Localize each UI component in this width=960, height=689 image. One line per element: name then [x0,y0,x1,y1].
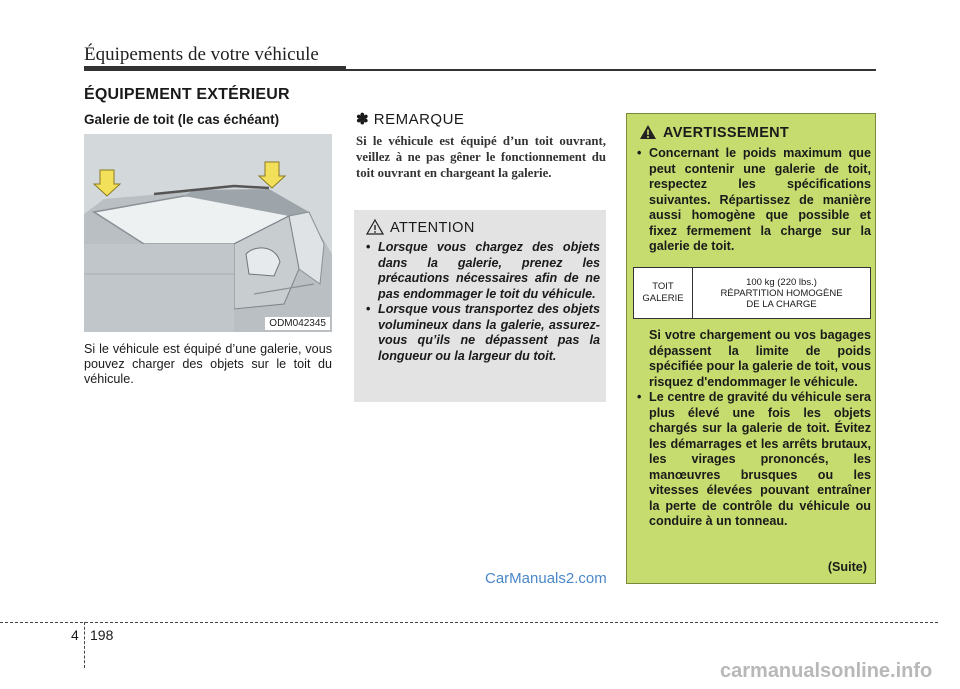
carmanuals-watermark[interactable]: CarManuals2.com [485,570,607,587]
table-value-line: 100 kg (220 lbs.) [746,276,817,288]
roof-rack-description: Si le véhicule est équipé d’une galerie, vous pouvez charger des objets sur le toit du véhicule. [84,342,332,386]
remarque-text: Si le véhicule est équipé d’un toit ouvrant, veillez à ne pas gêner le fonctionnement du toit ouvrant en chargeant la galerie. [356,134,606,180]
header-rule [84,66,346,71]
table-label-cell [634,268,693,318]
car-illustration-svg [84,134,332,332]
table-value-cell [693,268,870,318]
roof-rack-illustration [84,134,332,332]
warning-item: • Le centre de gravité du véhicule sera plus élevé une fois les objets chargés sur la galerie de toit. Évitez les démarrages et les arrêts brutaux, les virages prononcés, les manœuvres brusques ou les vitesses élevées pouvant entraîner la perte de contrôle du véhicule ou conduire à un tonneau. [635,390,871,530]
header-rule-thin [346,69,876,71]
attention-list [364,240,600,364]
table-value-line: RÉPARTITION HOMOGÈNE [720,287,843,299]
continued-label: (Suite) [827,560,867,574]
warning-item: • Concernant le poids maximum que peut contenir une galerie de toit, respectez les spécifications suivantes. Répartissez de manière aussi homogène que possible et fixez fermement la charge sur la galerie de toit. [635,146,871,255]
footer-rule [0,622,938,623]
remarque-title: REMARQUE [373,111,465,128]
section-title: ÉQUIPEMENT EXTÉRIEUR [84,86,290,103]
warning-box [626,113,876,584]
attention-item: • Lorsque vous transportez des objets volumineux dans la galerie, assurez-vous qu’ils ne dépassent pas la longueur ou la largeur du toit. [364,302,600,364]
attention-box [354,210,606,402]
warning-list-top [635,146,871,255]
page-number: 198 [90,627,114,643]
warning-title: AVERTISSEMENT [663,125,790,141]
warning-triangle-icon [639,124,657,140]
warning-list-bottom [635,328,871,530]
caution-triangle-icon [366,219,384,235]
attention-title: ATTENTION [390,220,475,236]
roof-rack-heading: Galerie de toit (le cas échéant) [84,112,280,127]
table-label-line: TOIT [652,281,674,292]
remarque-star-icon: ✽ [356,111,370,128]
warning-item-continued: Si votre chargement ou vos bagages dépassent la limite de poids spécifiée pour la galerie de toit, vous risquez d'endommager le véhicule. [649,328,871,389]
site-watermark[interactable]: carmanualsonline.info [720,660,933,682]
roof-load-table [633,267,871,319]
attention-item: • Lorsque vous chargez des objets dans la galerie, prenez les précautions nécessaires afin de ne pas endommager le toit du véhicule. [364,240,600,302]
header-title: Équipements de votre véhicule [84,44,319,65]
table-value-line: DE LA CHARGE [746,298,817,310]
image-reference-label: ODM042345 [265,317,330,330]
chapter-number: 4 [71,627,79,643]
remarque-heading [356,110,464,128]
footer-divider [84,622,85,668]
table-label-line: GALERIE [642,293,684,304]
